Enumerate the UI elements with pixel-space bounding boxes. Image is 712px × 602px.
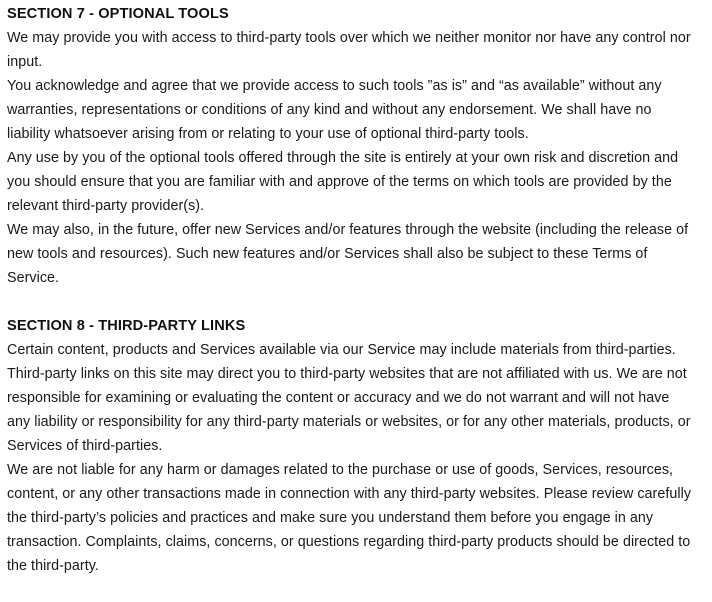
section-7-optional-tools [7,2,694,290]
section-7-heading: SECTION 7 - OPTIONAL TOOLS [7,6,229,22]
section-7-paragraph: You acknowledge and agree that we provide access to such tools ”as is” and “as available” without any warranties, representations or conditions of any kind and without any endorsement. We shall have no liability whatsoever arising from or relating to your use of optional third-party tools. [7,78,662,142]
section-7-paragraph: Any use by you of the optional tools offered through the site is entirely at your own risk and discretion and you should ensure that you are familiar with and approve of the terms on which tools are provided by the relevant third-party provider(s). [7,150,679,214]
section-8-third-party-links [7,314,694,578]
section-7-paragraph: We may provide you with access to third-party tools over which we neither monitor nor have any control nor input. [7,30,691,70]
section-8-paragraph: Third-party links on this site may direct you to third-party websites that are not affiliated with us. We are not responsible for examining or evaluating the content or accuracy and we do not warrant and will not have any liability or responsibility for any third-party materials or websites, or for any other materials, products, or Services of third-parties. [7,366,691,454]
section-8-paragraph: We are not liable for any harm or damages related to the purchase or use of goods, Services, resources, content, or any other transactions made in connection with any third-party websites. Please review carefully the third-party’s policies and practices and make sure you understand them before you engage in any transaction. Complaints, claims, concerns, or questions regarding third-party products should be directed to the third-party. [7,462,692,574]
section-8-heading: SECTION 8 - THIRD-PARTY LINKS [7,318,246,334]
section-8-paragraph: Certain content, products and Services available via our Service may include materials from third-parties. [7,342,676,358]
section-7-paragraph: We may also, in the future, offer new Services and/or features through the website (including the release of new tools and resources). Such new features and/or Services shall also be subject to these Terms of Service. [7,222,689,286]
